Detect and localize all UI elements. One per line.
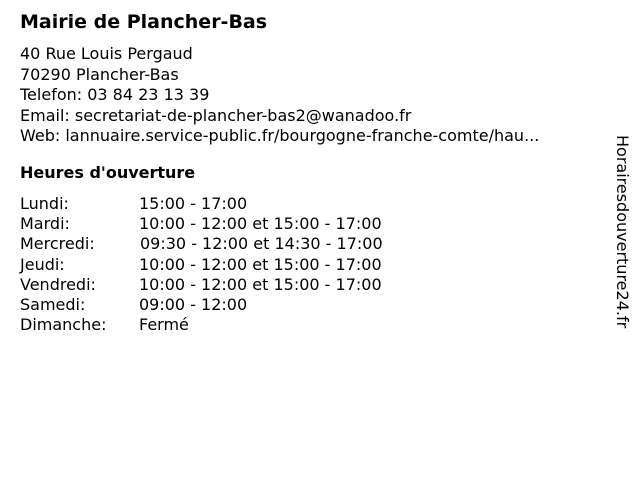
day-label: Jeudi: [20, 254, 65, 274]
day-label: Dimanche: [20, 315, 107, 335]
page-title: Mairie de Plancher-Bas [20, 11, 268, 33]
day-label: Mercredi: [20, 234, 95, 254]
day-label: Lundi: [20, 194, 69, 213]
day-label: Vendredi: [20, 274, 96, 294]
opening-times: 10:00 - 12:00 et 15:00 - 17:00 [139, 214, 382, 234]
opening-times: 15:00 - 17:00 [139, 194, 248, 213]
day-label: Mardi: [20, 214, 70, 234]
site-watermark: Horairesdouverture24.fr [613, 135, 632, 329]
opening-times: Fermé [139, 315, 189, 335]
opening-times: 09:00 - 12:00 [139, 294, 248, 314]
opening-times: 10:00 - 12:00 et 15:00 - 17:00 [139, 274, 382, 294]
day-label: Samedi: [20, 294, 86, 314]
city-postal-code: 70290 Plancher-Bas [20, 64, 179, 84]
opening-times: 10:00 - 12:00 et 15:00 - 17:00 [139, 254, 382, 274]
opening-hours-heading: Heures d'ouverture [20, 163, 196, 182]
opening-times: 09:30 - 12:00 et 14:30 - 17:00 [140, 234, 383, 254]
web-address: Web: lannuaire.service-public.fr/bourgogne-franche-comte/hau... [20, 126, 540, 145]
address-block [20, 44, 539, 147]
phone-number: Telefon: 03 84 23 13 39 [20, 85, 210, 104]
street-address: 40 Rue Louis Pergaud [20, 44, 193, 63]
email-address: Email: secretariat-de-plancher-bas2@wanadoo.fr [20, 105, 412, 125]
